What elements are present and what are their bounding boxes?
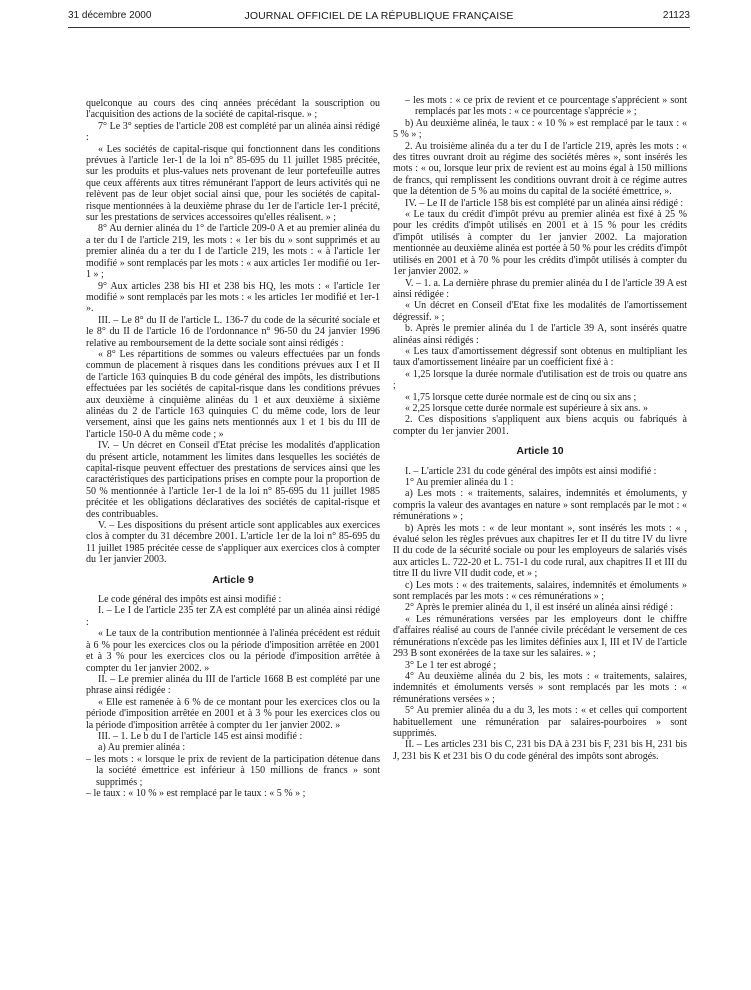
paragraph: 2. Au troisième alinéa du a ter du I de l'article 219, après les mots : « des titres ouvrant droit au régime des sociétés mères », sont insérés les mots : « ou, lorsque leur prix de revient est au moins égal à 150 millions de francs, qui remplissent les conditions ouvrant droit à ce régime autres que la détention de 5 % au moins du capital de la société émettrice, ».: [393, 140, 687, 198]
paragraph: 5° Au premier alinéa du a du 3, les mots : « et celles qui comportent habituellement une rémunération par salaires-pourboires » sont supprimés.: [393, 705, 687, 739]
left-column: [86, 98, 380, 799]
paragraph: II. – Le premier alinéa du III de l'article 1668 B est complété par une phrase ainsi rédigée :: [86, 673, 380, 697]
paragraph: « 1,75 lorsque cette durée normale est de cinq ou six ans ;: [405, 391, 637, 403]
paragraph: 4° Au deuxième alinéa du 2 bis, les mots : « traitements, salaires, indemnités et émoluments versés » sont remplacés par les mots : « rémunérations versées » ;: [393, 670, 687, 705]
paragraph: V. – Les dispositions du présent article sont applicables aux exercices clos à compter du 31 décembre 2001. L'article 1er de la loi n° 85-695 du 11 juillet 1985 précitée cesse de s'appliquer aux exercices clos à compter du 1er janvier 2003.: [86, 520, 380, 566]
paragraph: a) Les mots : « traitements, salaires, indemnités et émoluments, y compris la valeur des avantages en nature » sont remplacés par le mot : « rémunérations » ;: [393, 488, 687, 523]
paragraph: a) Au premier alinéa :: [98, 742, 186, 754]
journal-title: JOURNAL OFFICIEL DE LA RÉPUBLIQUE FRANÇAISE: [244, 10, 514, 22]
paragraph: « Le taux de la contribution mentionnée à l'alinéa précédent est réduit à 6 % pour les exercices clos ou la période d'imposition arrêtée en 2001 et à 3 % pour les exercices clos ou la période d'imposition arrêtée à compter du 1er janvier 2002. »: [86, 628, 380, 674]
paragraph: 2° Après le premier alinéa du 1, il est inséré un alinéa ainsi rédigé :: [405, 602, 674, 614]
paragraph: « 2,25 lorsque cette durée normale est supérieure à six ans. »: [405, 402, 648, 414]
paragraph: « Le taux du crédit d'impôt prévu au premier alinéa est fixé à 25 % pour les crédits d'impôt utilisés en 2001 et à 15 % pour les crédits d'impôt utilisés à compter du 1er janvier 2002. La majoration mentionnée au deuxième alinéa est portée à 50 % pour les crédits d'impôt utilisés en 2001 et à 70 % pour les crédits d'impôt utilisés à compter du 1er janvier 2002. »: [393, 209, 687, 278]
article-heading: Article 10: [516, 445, 564, 458]
paragraph: V. – 1. a. La dernière phrase du premier alinéa du I de l'article 39 A est ainsi rédigée :: [393, 277, 687, 300]
paragraph: I. – Le I de l'article 235 ter ZA est complété par un alinéa ainsi rédigé :: [86, 605, 380, 628]
paragraph: « 1,25 lorsque la durée normale d'utilisation est de trois ou quatre ans ;: [393, 368, 687, 392]
paragraph: 8° Au dernier alinéa du 1° de l'article 209-0 A et au premier alinéa du a ter du I de l'article 219, les mots : « 1er bis du » sont supprimés et au premier alinéa du a ter du I de l'article 219, les mots : « à l'article 1er modifié » sont remplacés par les mots : « aux articles 1er modifié ou 1er-1 » ;: [86, 223, 380, 281]
paragraph: IV. – Le II de l'article 158 bis est complété par un alinéa ainsi rédigé :: [405, 197, 684, 209]
paragraph: Le code général des impôts est ainsi modifié :: [98, 594, 282, 606]
paragraph: quelconque au cours des cinq années précédant la souscription ou l'acquisition des actions de la société de capital-risque. » ;: [86, 98, 380, 121]
paragraph: III. – 1. Le b du I de l'article 145 est ainsi modifié :: [98, 730, 303, 742]
paragraph: III. – Le 8° du II de l'article L. 136-7 du code de la sécurité sociale et le 8° du II de l'article 16 de l'ordonnance n° 96-50 du 24 janvier 1996 relative au remboursement de la dette sociale sont ainsi rédigés :: [86, 314, 380, 349]
paragraph: – les mots : « ce prix de revient et ce pourcentage s'apprécient » sont remplacés par les mots : « ce pourcentage s'apprécie » ;: [405, 95, 687, 118]
paragraph: b) Après les mots : « de leur montant », sont insérés les mots : « , évalué selon les règles prévues aux chapitres Ier et II du titre IV du livre II du code de la sécurité sociale ou pour les employeurs de salariés visés aux articles L. 722-20 et L. 751-1 du code rural, aux chapitres II et III du titre II du livre VII dudit code, et » ;: [393, 522, 687, 580]
paragraph: « 8° Les répartitions de sommes ou valeurs effectuées par un fonds commun de placement à risques dans les conditions prévues aux I et II de l'article 163 quinquies B du code général des impôts, les distributions effectuées par les sociétés de capital-risque dans les conditions prévues aux deuxième à cinquième alinéas du 1 et aux deuxième à sixième alinéas du 2 de l'article 163 quinquies C du même code, lors de leur versement, ainsi que les gains nets mentionnés aux 1 et 1 bis du III de l'article 150-0 A du même code ; »: [86, 348, 380, 440]
page-number: 21123: [662, 10, 690, 21]
header-date: 31 décembre 2000: [68, 10, 152, 21]
paragraph: « Les taux d'amortissement dégressif sont obtenus en multipliant les taux d'amortissement linéaire par un coefficient fixé à :: [393, 345, 687, 369]
paragraph: « Un décret en Conseil d'Etat fixe les modalités de l'amortissement dégressif. » ;: [393, 300, 687, 323]
article-heading: Article 9: [212, 573, 254, 586]
paragraph: « Les rémunérations versées par les employeurs dont le chiffre d'affaires réalisé au cours de l'année civile précédant le versement de ces rémunérations n'excède pas les limites définies aux I, III et IV de l'article 293 B sont exonérées de la taxe sur les salaires. » ;: [393, 613, 687, 660]
paragraph: I. – L'article 231 du code général des impôts est ainsi modifié :: [405, 465, 657, 477]
page-header: [68, 10, 690, 26]
paragraph: « Les sociétés de capital-risque qui fonctionnent dans les conditions prévues à l'article 1er-1 de la loi n° 85-695 du 11 juillet 1985 précitée, sur les produits et plus-values nets provenant de leur portefeuille autres que ceux afférents aux titres rémunérant l'apport de leurs activités qui ne relèvent pas de leur objet social ainsi que, pour les sociétés de capital-risque mentionnées à la deuxième phrase du 1er de l'article 1er-1 précité, sur les prestations de services accessoires qu'elles réalisent. » ;: [86, 143, 380, 224]
paragraph: 2. Ces dispositions s'appliquent aux biens acquis ou fabriqués à compter du 1er janvier 2001.: [393, 414, 687, 437]
paragraph: – le taux : « 10 % » est remplacé par le taux : « 5 % » ;: [86, 787, 306, 799]
right-column: [393, 95, 687, 762]
paragraph: 9° Aux articles 238 bis HI et 238 bis HQ, les mots : « l'article 1er modifié » sont remplacés par les mots : « les articles 1er modifié et 1er-1 ».: [86, 280, 380, 315]
paragraph: « Elle est ramenée à 6 % de ce montant pour les exercices clos ou la période d'imposition arrêtée en 2001 et à 3 % pour les exercices clos ou la période d'imposition arrêtée à compter du 1er janvier 2002. »: [86, 696, 380, 731]
paragraph: 3° Le 1 ter est abrogé ;: [405, 659, 497, 671]
paragraph: IV. – Un décret en Conseil d'Etat précise les modalités d'application du présent article, notamment les limites dans lesquelles les sociétés de capital-risque peuvent effectuer des prestations de services ainsi que les caractéristiques des participations prises en compte pour la proportion de 50 % mentionnée à l'article 1er-1 de la loi n° 85-695 du 11 juillet 1985 précitée et les obligations déclaratives des sociétés de capital-risque et des contribuables.: [86, 440, 380, 520]
paragraph: c) Les mots : « des traitements, salaires, indemnités et émoluments » sont remplacés par les mots : « ces rémunérations » ;: [393, 579, 687, 603]
paragraph: 7° Le 3° septies de l'article 208 est complété par un alinéa ainsi rédigé :: [86, 120, 380, 144]
paragraph: II. – Les articles 231 bis C, 231 bis DA à 231 bis F, 231 bis H, 231 bis J, 231 bis K et 231 bis O du code général des impôts sont abrogés.: [393, 739, 687, 762]
paragraph: – les mots : « lorsque le prix de revient de la participation détenue dans la société émettrice est inférieur à 150 millions de francs » sont supprimés ;: [86, 753, 380, 788]
header-rule: [68, 27, 690, 28]
paragraph: b) Au deuxième alinéa, le taux : « 10 % » est remplacé par le taux : « 5 % » ;: [393, 117, 687, 141]
paragraph: b. Après le premier alinéa du 1 de l'article 39 A, sont insérés quatre alinéas ainsi rédigés :: [393, 323, 687, 346]
paragraph: 1° Au premier alinéa du 1 :: [405, 477, 514, 488]
